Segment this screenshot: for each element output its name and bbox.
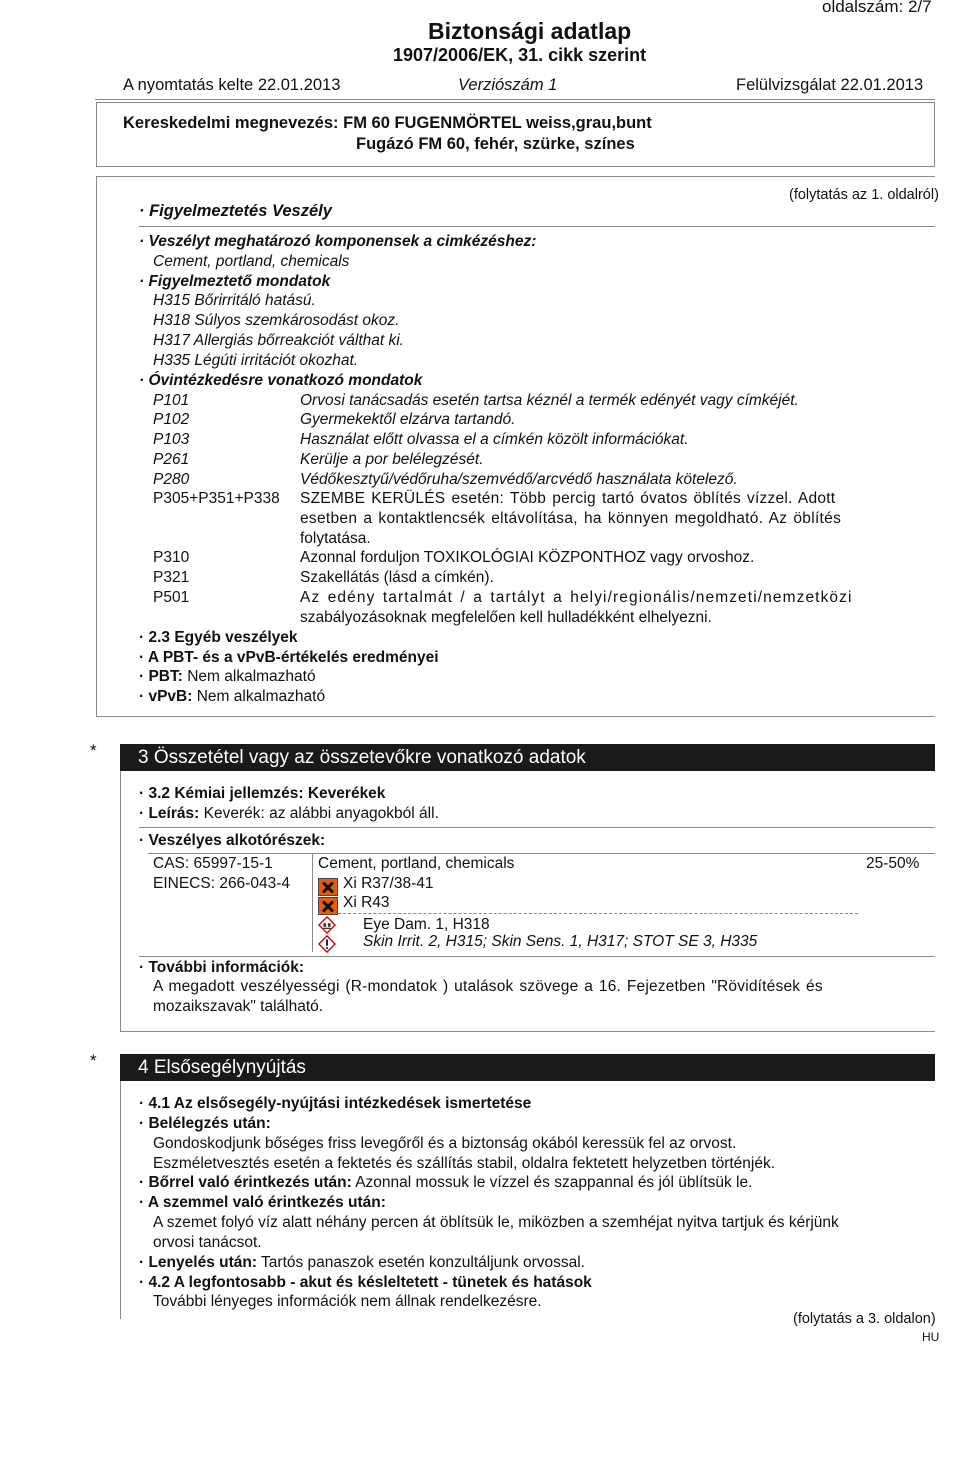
p-text: Az edény tartalmát / a tartályt a helyi/regionális/nemzeti/nemzetközi xyxy=(300,589,853,606)
clp-classification: Eye Dam. 1, H318 xyxy=(363,916,490,933)
eye-contact-text: orvosi tanácsot. xyxy=(153,1234,262,1251)
hazard-components-heading: · Veszélyt meghatározó komponensek a cimkézéshez: xyxy=(139,233,537,250)
section4-title: 4 Elsősegélynyújtás xyxy=(120,1054,935,1081)
description-value: Keverék: az alábbi anyagokból áll. xyxy=(203,805,439,822)
h-statement: H315 Bőrirritáló hatású. xyxy=(153,292,316,309)
page-number: oldalszám: 2/7 xyxy=(822,0,932,16)
revision-marker: * xyxy=(90,1051,97,1070)
pbt-row xyxy=(139,668,316,686)
trade-name-line1: Kereskedelmi megnevezés: FM 60 FUGENMÖRTEL weiss,grau,bunt xyxy=(123,114,652,132)
p-text: Védőkesztyű/védőruha/szemvédő/arcvédő használata kötelező. xyxy=(300,471,738,488)
signal-word: · Figyelmeztetés Veszély xyxy=(139,202,332,220)
vpvb-label: · vPvB: xyxy=(139,688,193,705)
p-code: P101 xyxy=(153,392,190,409)
p-text: Kerülje a por belélegzését. xyxy=(300,451,484,468)
further-info-text: mozaikszavak" található. xyxy=(153,998,324,1015)
harmful-irritant-icon xyxy=(318,878,338,896)
section2-left-bar xyxy=(96,176,97,716)
p-code: P310 xyxy=(153,549,190,566)
ingestion-row xyxy=(139,1254,585,1272)
skin-contact-label: · Bőrrel való érintkezés után: xyxy=(139,1174,352,1191)
symptoms-heading: · 4.2 A legfontosabb - akut és késleltetett - tünetek és hatások xyxy=(139,1274,592,1291)
p-text: Azonnal forduljon TOXIKOLÓGIAI KÖZPONTHOZ vagy orvoshoz. xyxy=(300,549,755,566)
p-text: szabályozásoknak megfelelően kell hulladékként elhelyezni. xyxy=(300,609,712,626)
ingredients-divider xyxy=(139,827,935,828)
p-text: Szakellátás (lásd a címkén). xyxy=(300,569,494,586)
pbt-value: Nem alkalmazható xyxy=(187,668,316,685)
vpvb-row xyxy=(139,688,325,706)
eye-contact-text: A szemet folyó víz alatt néhány percen át öblítsük le, miközben a szemhéjat nyitva tartjuk és kérjünk xyxy=(153,1214,839,1231)
p-code: P261 xyxy=(153,451,190,468)
p-code: P102 xyxy=(153,411,190,428)
eye-contact-heading: · A szemmel való érintkezés után: xyxy=(139,1194,386,1211)
revision-date: Felülvizsgálat 22.01.2013 xyxy=(736,76,924,94)
substance-name: Cement, portland, chemicals xyxy=(318,855,515,872)
corrosion-pictogram-icon xyxy=(318,916,336,934)
exclamation-pictogram-icon xyxy=(318,935,336,953)
p-text: esetben a kontaktlencsék eltávolítása, ha könnyen megoldható. Az öblítés xyxy=(300,510,842,527)
section4-left-bar xyxy=(120,1081,121,1319)
version-number: Verziószám 1 xyxy=(458,76,558,94)
section2-bottom-line xyxy=(96,716,935,717)
p-text: folytatása. xyxy=(300,530,371,547)
document-title: Biztonsági adatlap xyxy=(428,18,632,44)
document-subtitle: 1907/2006/EK, 31. cikk szerint xyxy=(393,45,647,65)
pbt-heading: · A PBT- és a vPvB-értékelés eredményei xyxy=(139,649,439,666)
trade-name-line2: Fugázó FM 60, fehér, szürke, színes xyxy=(356,135,635,153)
p-code: P280 xyxy=(153,471,190,488)
h-statement: H317 Allergiás bőrreakciót válthat ki. xyxy=(153,332,404,349)
cas-number: CAS: 65997-15-1 xyxy=(153,855,273,872)
section3-bottom-line xyxy=(120,1031,935,1032)
description-label: · Leírás: xyxy=(139,805,200,822)
signal-word-divider xyxy=(139,226,935,227)
p-text: Használat előtt olvassa el a címkén közölt információkat. xyxy=(300,431,689,448)
classification-divider xyxy=(318,913,858,914)
print-date: A nyomtatás kelte 22.01.2013 xyxy=(123,76,341,94)
continued-on-label: (folytatás a 3. oldalon) xyxy=(793,1311,936,1327)
symptoms-text: További lényeges információk nem állnak rendelkezésre. xyxy=(153,1293,542,1310)
p-text: Orvosi tanácsadás esetén tartsa kéznél a termék edényét vagy címkéjét. xyxy=(300,392,799,409)
p-code: P501 xyxy=(153,589,190,606)
skin-contact-value: Azonnal mossuk le vízzel és szappannal és jól üblítsük le. xyxy=(355,1174,753,1191)
dsd-classification: Xi R37/38-41 xyxy=(343,875,434,892)
dsd-classification: Xi R43 xyxy=(343,894,390,911)
ingestion-value: Tartós panaszok esetén konzultáljunk orvossal. xyxy=(261,1254,585,1271)
inhalation-text: Eszméletvesztés esetén a fektetés és szállítás stabil, oldalra fektetett helyzetben történjék. xyxy=(153,1155,776,1172)
language-code: HU xyxy=(922,1330,940,1344)
revision-marker: * xyxy=(90,741,97,760)
other-hazards-heading: · 2.3 Egyéb veszélyek xyxy=(139,629,298,646)
clp-classification: Skin Irrit. 2, H315; Skin Sens. 1, H317; STOT SE 3, H335 xyxy=(363,933,758,950)
section3-left-bar xyxy=(120,771,121,1031)
first-aid-measures-heading: · 4.1 Az elsősegély-nyújtási intézkedések ismertetése xyxy=(139,1095,532,1112)
section3-title: 3 Összetétel vagy az összetevőkre vonatkozó adatok xyxy=(120,744,935,771)
continued-from-label: (folytatás az 1. oldalról) xyxy=(789,187,939,203)
hazard-component: Cement, portland, chemicals xyxy=(153,253,350,270)
skin-contact-row xyxy=(139,1174,752,1192)
p-code: P103 xyxy=(153,431,190,448)
p-text: Gyermekektől elzárva tartandó. xyxy=(300,411,516,428)
h-statement: H335 Légúti irritációt okozhat. xyxy=(153,352,359,369)
further-info-text: A megadott veszélyességi (R-mondatok ) utalások szövege a 16. Fejezetben "Rövidítések és xyxy=(153,978,823,995)
further-info-heading: · További információk: xyxy=(139,959,305,976)
vpvb-value: Nem alkalmazható xyxy=(196,688,326,705)
pbt-label: · PBT: xyxy=(139,668,183,685)
inhalation-heading: · Belélegzés után: xyxy=(139,1115,271,1132)
dangerous-components-heading: · Veszélyes alkotórészek: xyxy=(139,832,326,849)
p-code: P305+P351+P338 xyxy=(153,490,280,507)
p-code: P321 xyxy=(153,569,190,586)
ingestion-label: · Lenyelés után: xyxy=(139,1254,257,1271)
einecs-number: EINECS: 266-043-4 xyxy=(153,875,290,892)
section2-top-line xyxy=(96,176,935,177)
inhalation-text: Gondoskodjunk bőséges friss levegőről és a biztonság okából keressük fel az orvost. xyxy=(153,1135,737,1152)
h-statement: H318 Súlyos szemkárosodást okoz. xyxy=(153,312,400,329)
p-text: SZEMBE KERÜLÉS esetén: Több percig tartó óvatos öblítés vízzel. Adott xyxy=(300,490,836,507)
chemical-characterization: · 3.2 Kémiai jellemzés: Keverékek xyxy=(139,785,386,802)
ingredient-table-separator xyxy=(312,853,313,952)
concentration-range: 25-50% xyxy=(866,855,920,872)
p-statements-heading: · Óvintézkedésre vonatkozó mondatok xyxy=(139,372,423,389)
h-statements-heading: · Figyelmeztető mondatok xyxy=(139,273,331,290)
header-divider xyxy=(95,99,935,100)
description-row xyxy=(139,805,439,823)
info-divider xyxy=(139,956,935,957)
